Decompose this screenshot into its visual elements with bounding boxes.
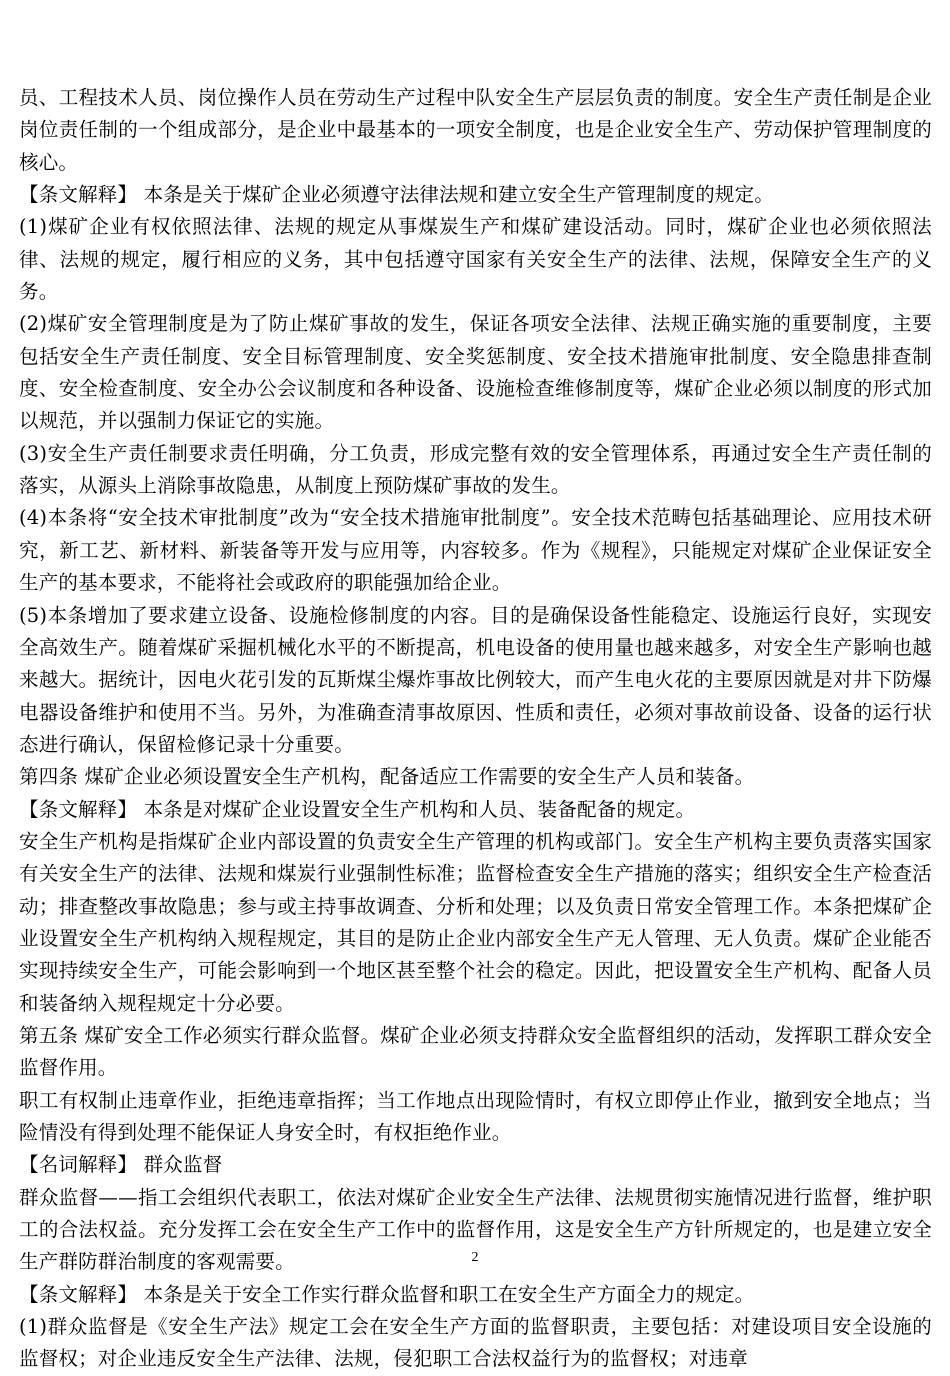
paragraph: (1)煤矿企业有权依照法律、法规的规定从事煤炭生产和煤矿建设活动。同时，煤矿企业也必须依照法律、法规的规定，履行相应的义务，其中包括遵守国家有关安全生产的法律、法规，保障安全生产的义务。 (19, 215, 932, 304)
article-heading: 第五条 煤矿安全工作必须实行群众监督。煤矿企业必须支持群众安全监督组织的活动，发挥职工群众安全监督作用。 (19, 1023, 932, 1080)
term-heading: 【名词解释】 群众监督 (19, 1153, 223, 1177)
paragraph: 【条文解释】 本条是关于煤矿企业必须遵守法律法规和建立安全生产管理制度的规定。 (19, 183, 774, 207)
paragraph: (3)安全生产责任制要求责任明确，分工负责，形成完整有效的安全管理体系，再通过安全生产责任制的落实，从源头上消除事故隐患，从制度上预防煤矿事故的发生。 (19, 441, 932, 498)
paragraph: (5)本条增加了要求建立设备、设施检修制度的内容。目的是确保设备性能稳定、设施运行良好，实现安全高效生产。随着煤矿采掘机械化水平的不断提高，机电设备的使用量也越来越多，对安全生产影响也越来越大。据统计，因电火花引发的瓦斯煤尘爆炸事故比例较大，而产生电火花的主要原因就是对井下防爆电器设备维护和使用不当。另外，为准确查清事故原因、性质和责任，必须对事故前设备、设备的运行状态进行确认，保留检修记录十分重要。 (19, 603, 932, 756)
paragraph: 【条文解释】 本条是关于安全工作实行群众监督和职工在安全生产方面全力的规定。 (19, 1282, 755, 1306)
paragraph: (1)群众监督是《安全生产法》规定工会在安全生产方面的监督职责，主要包括：对建设项目安全设施的监督权；对企业违反安全生产法律、法规，侵犯职工合法权益行为的监督权；对违章 (19, 1315, 932, 1371)
paragraph: (2)煤矿安全管理制度是为了防止煤矿事故的发生，保证各项安全法律、法规正确实施的重要制度，主要包括安全生产责任制度、安全目标管理制度、安全奖惩制度、安全技术措施审批制度、安全隐患排查制度、安全检查制度、安全办公会议制度和各种设备、设施检查维修制度等，煤矿企业必须以制度的形式加以规范，并以强制力保证它的实施。 (19, 312, 932, 433)
paragraph: 【条文解释】 本条是对煤矿企业设置安全生产机构和人员、装备配备的规定。 (19, 797, 696, 821)
paragraph: 员、工程技术人员、岗位操作人员在劳动生产过程中队安全生产层层负责的制度。安全生产责任制是企业岗位责任制的一个组成部分，是企业中最基本的一项安全制度，也是企业安全生产、劳动保护管理制度的核心。 (19, 86, 932, 174)
paragraph: 安全生产机构是指煤矿企业内部设置的负责安全生产管理的机构或部门。安全生产机构主要负责落实国家有关安全生产的法律、法规和煤炭行业强制性标准；监督检查安全生产措施的落实；组织安全生产检查活动；排查整改事故隐患；参与或主持事故调查、分析和处理；以及负责日常安全管理工作。本条把煤矿企业设置安全生产机构纳入规程规定，其目的是防止企业内部安全生产无人管理、无人负责。煤矿企业能否实现持续安全生产，可能会影响到一个地区甚至整个社会的稳定。因此，把设置安全生产机构、配备人员和装备纳入规程规定十分必要。 (19, 829, 932, 1015)
paragraph: 群众监督——指工会组织代表职工，依法对煤矿企业安全生产法律、法规贯彻实施情况进行监督，维护职工的合法权益。充分发挥工会在安全生产工作中的监督作用，这是安全生产方针所规定的，也是建立安全生产群防群治制度的客观需要。 (19, 1185, 932, 1274)
article-heading: 第四条 煤矿企业必须设置安全生产机构，配备适应工作需要的安全生产人员和装备。 (19, 765, 755, 789)
page-number: 2 (471, 1250, 479, 1265)
paragraph: (4)本条将“安全技术审批制度”改为“安全技术措施审批制度”。安全技术范畴包括基础理论、应用技术研究，新工艺、新材料、新装备等开发与应用等，内容较多。作为《规程》，只能规定对煤矿企业保证安全生产的基本要求，不能将社会或政府的职能强加给企业。 (19, 506, 932, 595)
paragraph: 职工有权制止违章作业，拒绝违章指挥；当工作地点出现险情时，有权立即停止作业，撤到安全地点；当险情没有得到处理不能保证人身安全时，有权拒绝作业。 (19, 1088, 932, 1144)
document-body (19, 82, 932, 1376)
